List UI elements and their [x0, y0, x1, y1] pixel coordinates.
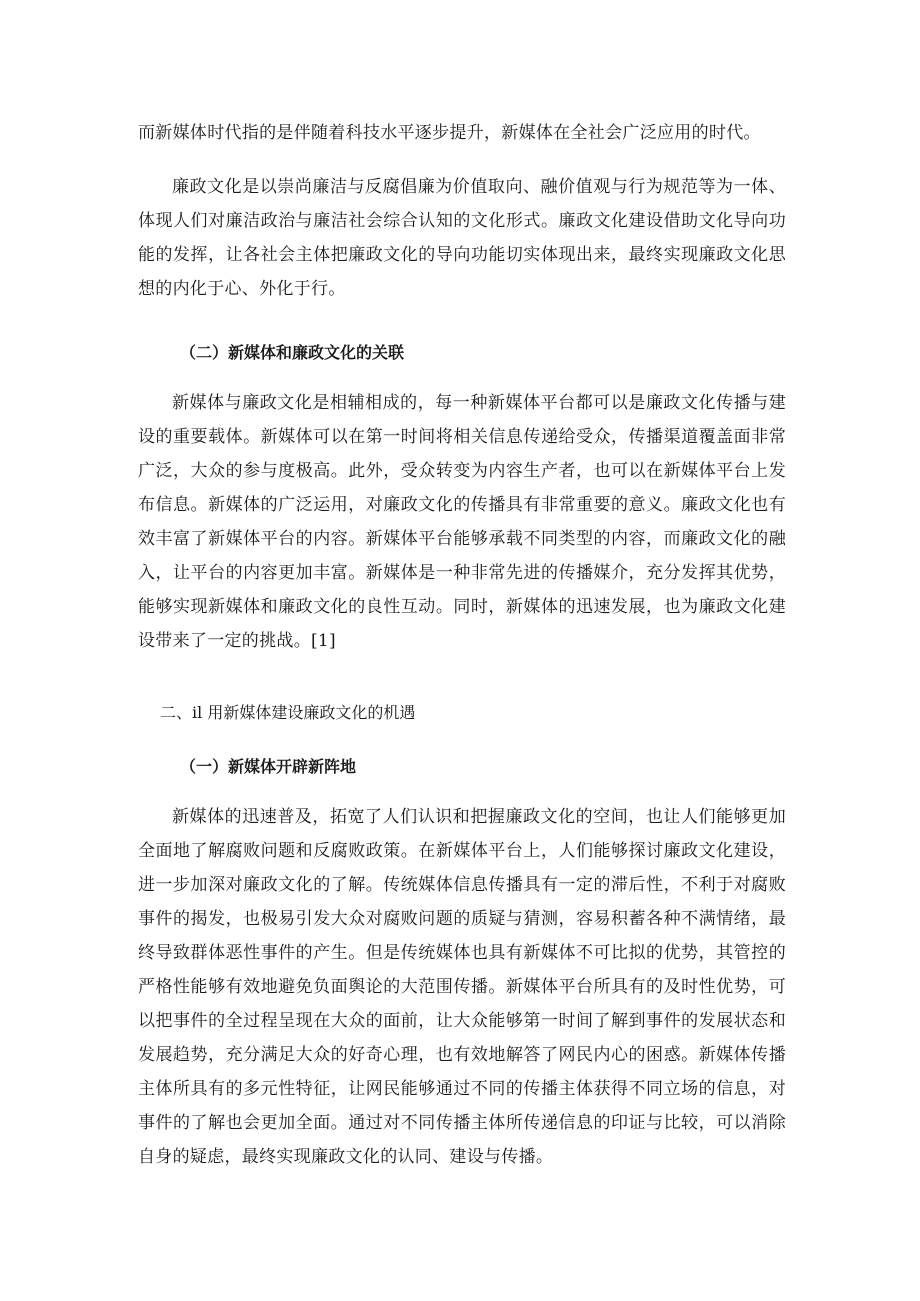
paragraph-integrity-culture-definition: 廉政文化是以崇尚廉洁与反腐倡廉为价值取向、融价值观与行为规范等为一体、体现人们对廉洁政治与廉洁社会综合认知的文化形式。廉政文化建设借助文化导向功能的发挥，让各社会主体把廉政文化的导向功能切实体现出来，最终实现廉政文化思想的内化于心、外化于行。	[138, 177, 786, 299]
paragraph-new-front: 新媒体的迅速普及，拓宽了人们认识和把握廉政文化的空间，也让人们能够更加全面地了解腐败问题和反腐败政策。在新媒体平台上，人们能够探讨廉政文化建设，进一步加深对廉政文化的了解。传统媒体信息传播具有一定的滞后性，不利于对腐败事件的揭发，也极易引发大众对腐败问题的质疑与猜测，容易积蓄各种不满情绪，最终导致群体恶性事件的产生。但是传统媒体也具有新媒体不可比拟的优势，其管控的严格性能够有效地避免负面舆论的大范围传播。新媒体平台所具有的及时性优势，可以把事件的全过程呈现在大众的面前，让大众能够第一时间了解到事件的发展状态和发展趋势，充分满足大众的好奇心理，也有效地解答了网民内心的困惑。新媒体传播主体所具有的多元性特征，让网民能够通过不同的传播主体获得不同立场的信息，对事件的了解也会更加全面。通过对不同传播主体所传递信息的印证与比较，可以消除自身的疑虑，最终实现廉政文化的认同、建设与传播。	[138, 807, 786, 1167]
section-heading-opportunities: 二、il 用新媒体建设廉政文化的机遇	[160, 703, 416, 722]
paragraph-relationship: 新媒体与廉政文化是相辅相成的，每一种新媒体平台都可以是廉政文化传播与建设的重要载体。新媒体可以在第一时间将相关信息传递给受众，传播渠道覆盖面非常广泛，大众的参与度极高。此外，受众转变为内容生产者，也可以在新媒体平台上发布信息。新媒体的广泛运用，对廉政文化的传播具有非常重要的意义。廉政文化也有效丰富了新媒体平台的内容。新媒体平台能够承载不同类型的内容，而廉政文化的融入，让平台的内容更加丰富。新媒体是一种非常先进的传播媒介，充分发挥其优势，能够实现新媒体和廉政文化的良性互动。同时，新媒体的迅速发展，也为廉政文化建设带来了一定的挑战。[1]	[138, 393, 786, 651]
subheading-relationship: （二）新媒体和廉政文化的关联	[180, 343, 405, 362]
paragraph-new-media-era: 而新媒体时代指的是伴随着科技水平逐步提升，新媒体在全社会广泛应用的时代。	[138, 123, 761, 143]
subheading-new-front: （一）新媒体开辟新阵地	[180, 757, 357, 776]
